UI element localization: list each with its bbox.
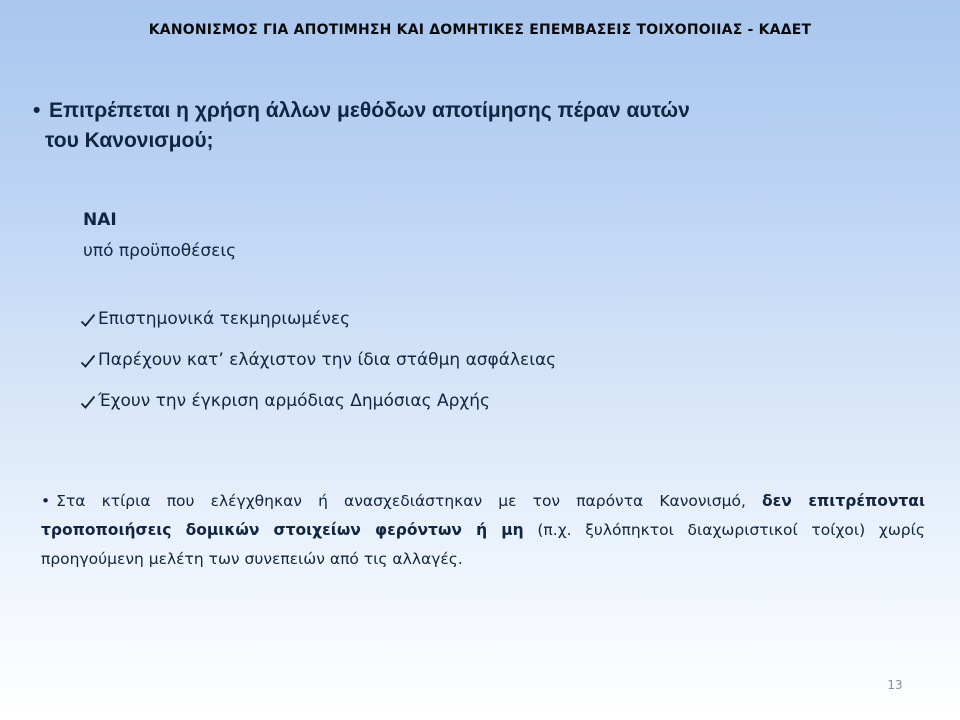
question-text-line-2: του Κανονισμού; (45, 129, 214, 152)
bullet-icon: • (41, 492, 51, 510)
bullet-icon: • (33, 99, 41, 122)
note-text-after: (π.χ. ξυλόπηκτοι διαχωριστικοί τοίχοι) χωρίς προηγούμενη μελέτη των συνεπειών από τις αλλαγές. (41, 521, 925, 568)
checkmark-icon (80, 394, 96, 410)
condition-item (80, 391, 556, 432)
checkmark-icon (80, 312, 96, 328)
question-line-1 (33, 96, 793, 126)
condition-text: Επιστημονικά τεκμηριωμένες (98, 309, 351, 329)
note-text-before: Στα κτίρια που ελέγχθηκαν ή ανασχεδιάστηκαν με τον παρόντα Κανονισμό, (56, 492, 762, 510)
question-text-line-1: Επιτρέπεται η χρήση άλλων μεθόδων αποτίμησης πέραν αυτών (49, 99, 690, 122)
note-paragraph (41, 487, 925, 574)
page-number: 13 (887, 678, 903, 692)
conditions-list (80, 309, 556, 432)
checkmark-icon (80, 353, 96, 369)
note-bold-text: δεν επιτρέπονται τροποποιήσεις δομικών στοιχείων φερόντων ή μη (41, 492, 925, 539)
condition-text: Παρέχουν κατ’ ελάχιστον την ίδια στάθμη ασφάλειας (98, 350, 557, 370)
answer-subtitle: υπό προϋποθέσεις (83, 241, 237, 261)
condition-item (80, 350, 556, 391)
condition-text: Έχουν την έγκριση αρμόδιας Δημόσιας Αρχής (98, 391, 490, 411)
answer-heading: ΝΑΙ (83, 210, 117, 230)
question-bullet-item (33, 96, 793, 156)
slide-title: ΚΑΝΟΝΙΣΜΟΣ ΓΙΑ ΑΠΟΤΙΜΗΣΗ ΚΑΙ ΔΟΜΗΤΙΚΕΣ ΕΠΕΜΒΑΣΕΙΣ ΤΟΙΧΟΠΟΙΙΑΣ - ΚΑΔΕΤ (148, 22, 812, 38)
condition-item (80, 309, 556, 350)
